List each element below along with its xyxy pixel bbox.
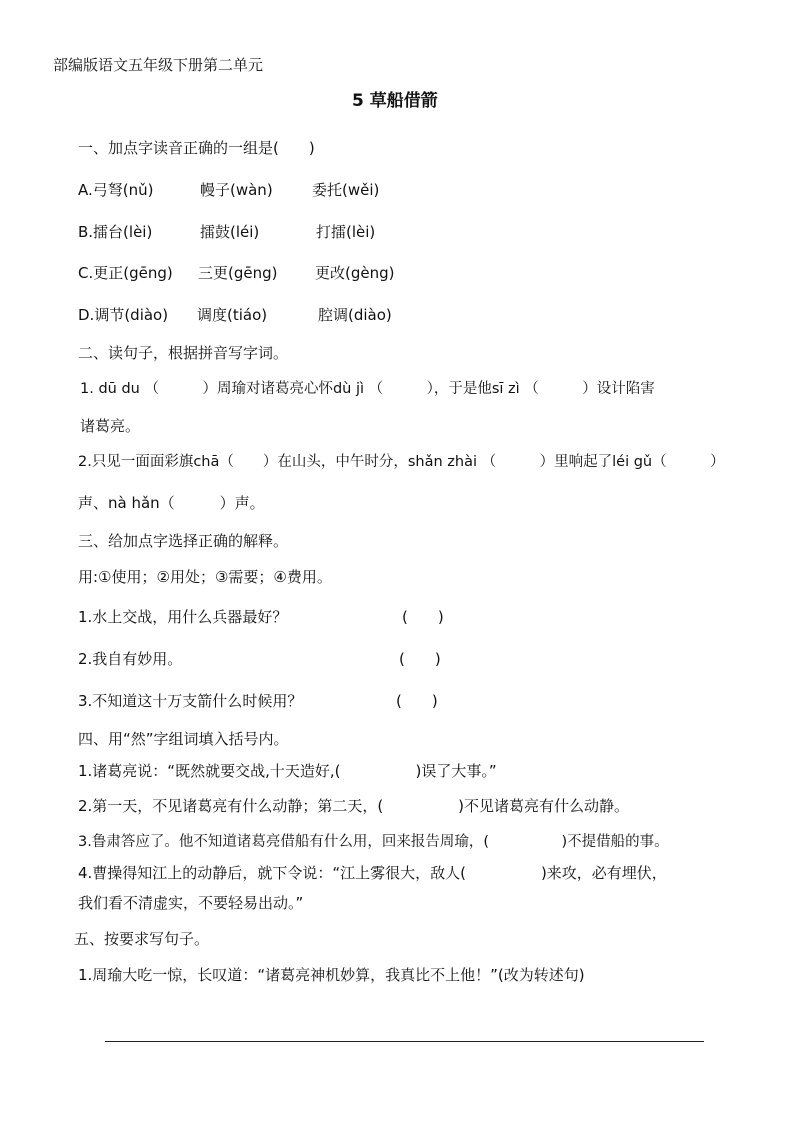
s3-q1: 1.水上交战，用什么兵器最好？ xyxy=(78,608,288,626)
s4-q4-line1: 4.曹操得知江上的动静后，就下令说：“江上雾很大，敌人( )来攻，必有埋伏， xyxy=(78,864,667,882)
s3-q3-blank: ( ) xyxy=(396,692,438,710)
unit-header: 部编版语文五年级下册第二单元 xyxy=(53,56,264,74)
s1-d3: 腔调(diào) xyxy=(318,306,392,324)
s2-q2-line2: 声、nà hǎn（ ）声。 xyxy=(78,494,265,512)
s1-c2: 三更(gēng) xyxy=(198,264,278,282)
s1-b3: 打擂(lèi) xyxy=(316,223,376,241)
s4-q1: 1.诸葛亮说：“既然就要交战,十天造好,( )误了大事。” xyxy=(78,762,497,780)
lesson-title: 5 草船借箭 xyxy=(352,91,438,111)
s1-a3: 委托(wěi) xyxy=(312,181,380,199)
s4-q2: 2.第一天，不见诸葛亮有什么动静；第二天，( )不见诸葛亮有什么动静。 xyxy=(78,797,630,815)
s3-q3: 3.不知道这十万支箭什么时候用？ xyxy=(78,692,303,710)
section4-heading: 四、用“然”字组词填入括号内。 xyxy=(78,730,289,748)
section2-heading: 二、读句子，根据拼音写字词。 xyxy=(78,344,289,362)
s3-options: 用:①使用；②用处；③需要；④费用。 xyxy=(78,568,332,586)
section1-heading: 一、加点字读音正确的一组是( ) xyxy=(78,139,315,157)
s1-b1: B.擂台(lèi) xyxy=(78,223,153,241)
s1-c3: 更改(gèng) xyxy=(315,264,395,282)
s3-q1-blank: ( ) xyxy=(402,608,444,626)
s3-q2-blank: ( ) xyxy=(399,650,441,668)
s4-q3: 3.鲁肃答应了。他不知道诸葛亮借船有什么用，回来报告周瑜，( )不提借船的事。 xyxy=(78,834,669,850)
section3-heading: 三、给加点字选择正确的解释。 xyxy=(78,532,289,550)
s1-c1: C.更正(gēng) xyxy=(78,264,173,282)
s5-q1: 1.周瑜大吃一惊，长叹道：“诸葛亮神机妙算，我真比不上他！”(改为转述句) xyxy=(78,966,585,984)
s1-a1: A.弓弩(nǔ) xyxy=(78,181,154,199)
s1-b2: 擂鼓(léi) xyxy=(200,223,260,241)
s2-q2-line1: 2.只见一面面彩旗chā（ ）在山头，中午时分，shǎn zhài （ ）里响起了léi gǔ（ ） xyxy=(78,454,725,470)
s2-q1-line1: 1. dū du （ ）周瑜对诸葛亮心怀dù jì （ ），于是他sī zì （ ）设计陷害 xyxy=(80,381,655,397)
answer-line xyxy=(105,1041,704,1042)
section5-heading: 五、按要求写句子。 xyxy=(74,930,210,948)
s3-q2: 2.我自有妙用。 xyxy=(78,650,183,668)
s1-d2: 调度(tiáo) xyxy=(197,306,268,324)
s1-a2: 幔子(wàn) xyxy=(200,181,273,199)
s4-q4-line2: 我们看不清虚实，不要轻易出动。” xyxy=(78,894,304,912)
s2-q1-line2: 诸葛亮。 xyxy=(80,417,141,435)
s1-d1: D.调节(diào) xyxy=(78,306,169,324)
